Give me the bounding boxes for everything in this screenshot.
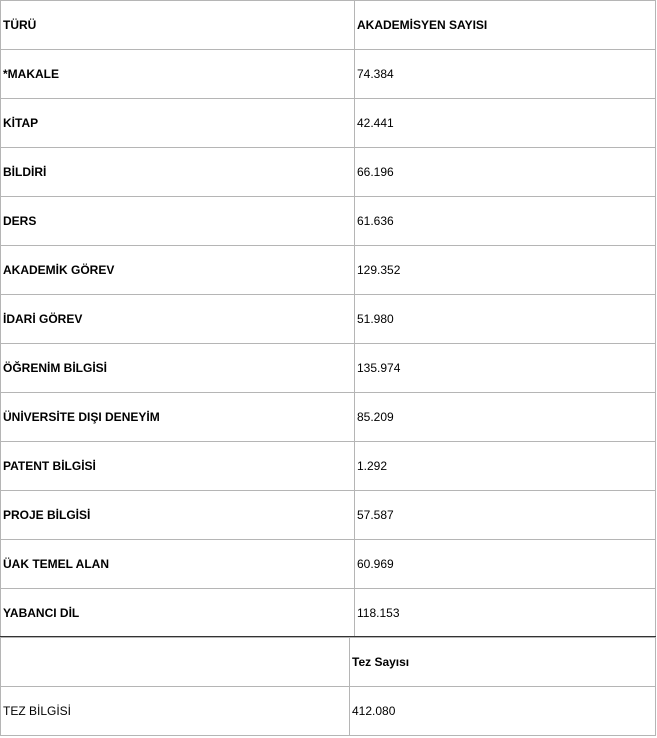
row-type: BİLDİRİ	[1, 148, 355, 197]
table-row	[1, 442, 656, 491]
row-count: 60.969	[355, 540, 656, 589]
table-row	[1, 491, 656, 540]
row-type: *MAKALE	[1, 50, 355, 99]
table-header-row	[1, 1, 656, 50]
table-row	[1, 148, 656, 197]
thesis-row	[1, 687, 656, 736]
row-count: 51.980	[355, 295, 656, 344]
table-row	[1, 540, 656, 589]
thesis-header-type	[1, 638, 350, 687]
row-count: 61.636	[355, 197, 656, 246]
table-row	[1, 589, 656, 638]
row-count: 135.974	[355, 344, 656, 393]
row-type: ÜNİVERSİTE DIŞI DENEYİM	[1, 393, 355, 442]
row-type: AKADEMİK GÖREV	[1, 246, 355, 295]
row-type: ÜAK TEMEL ALAN	[1, 540, 355, 589]
thesis-row-count: 412.080	[350, 687, 656, 736]
thesis-row-type: TEZ BİLGİSİ	[1, 687, 350, 736]
thesis-table-body	[1, 638, 656, 736]
header-type: TÜRÜ	[1, 1, 355, 50]
row-count: 1.292	[355, 442, 656, 491]
thesis-header-count: Tez Sayısı	[350, 638, 656, 687]
row-count: 42.441	[355, 99, 656, 148]
row-type: DERS	[1, 197, 355, 246]
row-type: YABANCI DİL	[1, 589, 355, 638]
table-row	[1, 99, 656, 148]
table-row	[1, 295, 656, 344]
row-count: 57.587	[355, 491, 656, 540]
thesis-table	[0, 637, 656, 736]
table-row	[1, 197, 656, 246]
table-row	[1, 50, 656, 99]
row-count: 74.384	[355, 50, 656, 99]
table-row	[1, 344, 656, 393]
table-row	[1, 393, 656, 442]
row-count: 118.153	[355, 589, 656, 638]
row-count: 85.209	[355, 393, 656, 442]
row-type: ÖĞRENİM BİLGİSİ	[1, 344, 355, 393]
row-type: PATENT BİLGİSİ	[1, 442, 355, 491]
table-row	[1, 246, 656, 295]
row-type: KİTAP	[1, 99, 355, 148]
row-type: İDARİ GÖREV	[1, 295, 355, 344]
row-count: 129.352	[355, 246, 656, 295]
thesis-header-row	[1, 638, 656, 687]
header-count: AKADEMİSYEN SAYISI	[355, 1, 656, 50]
stats-table-body	[1, 1, 656, 638]
row-type: PROJE BİLGİSİ	[1, 491, 355, 540]
row-count: 66.196	[355, 148, 656, 197]
